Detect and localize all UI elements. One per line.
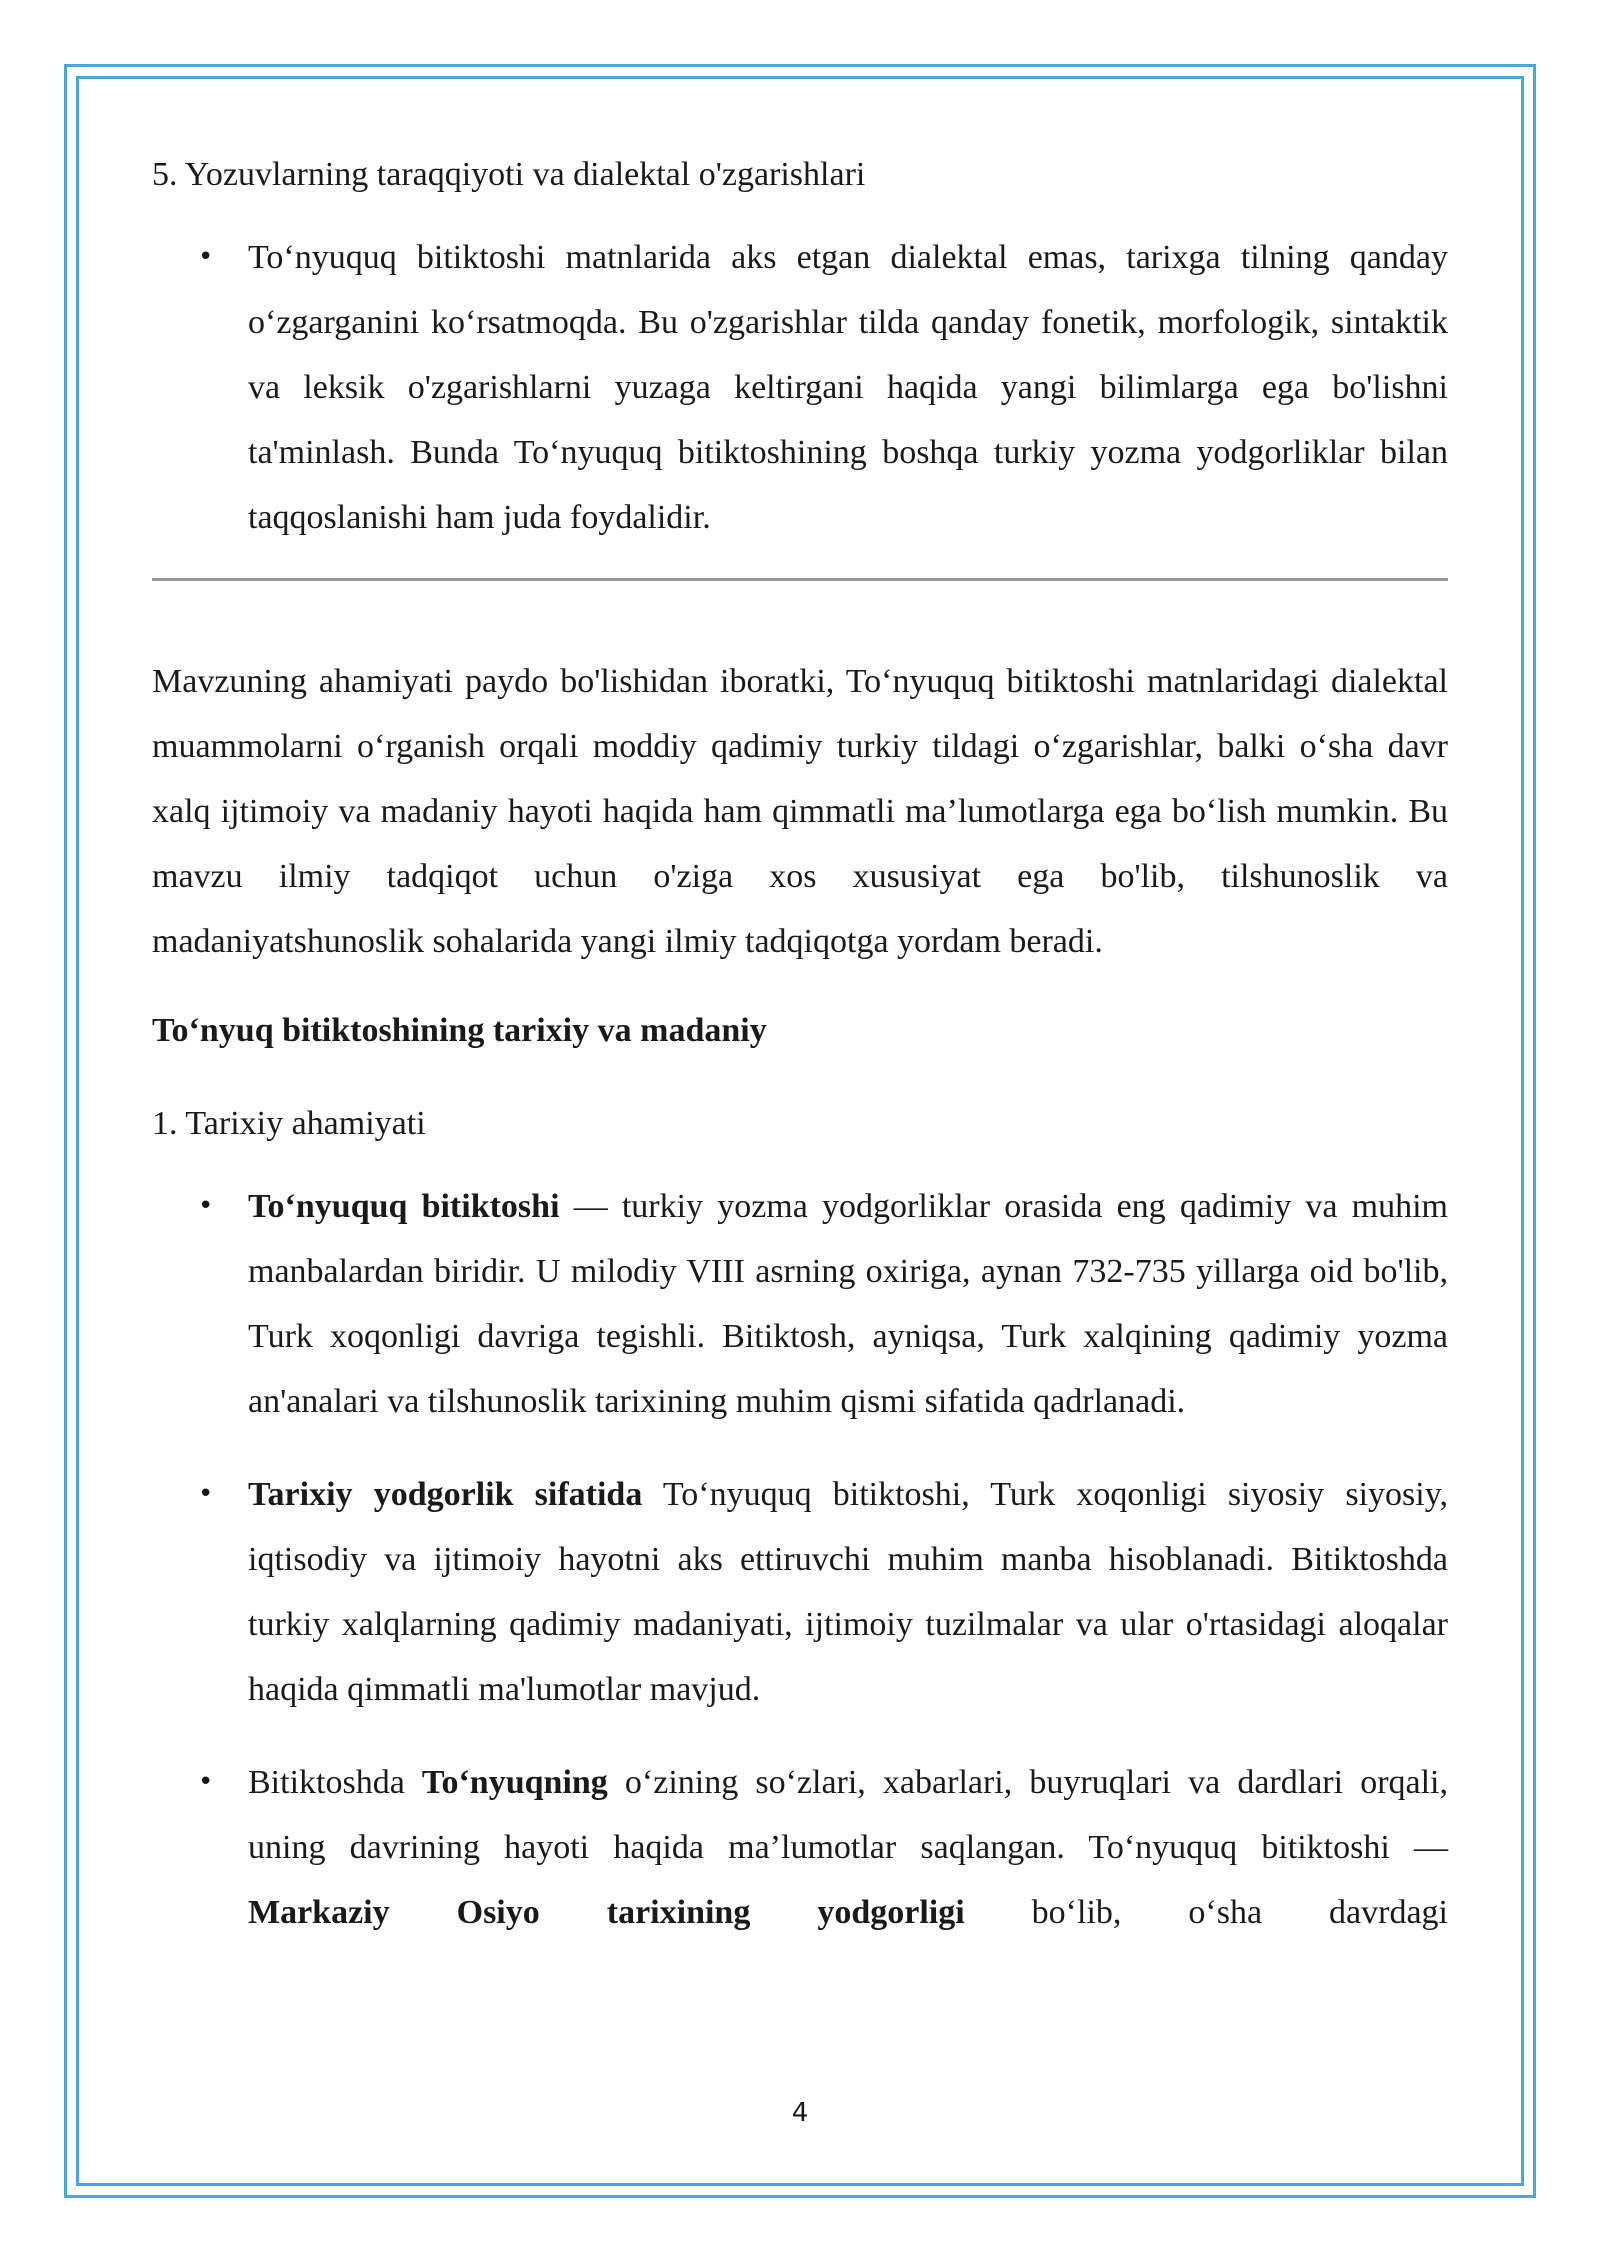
list-item-text: o‘zining so‘zlari, xabarlari, buyruqlari va dardlari orqali, uning davrining hayoti haqida ma’lumotlar saqlangan. To‘nyuquq bitiktoshi — <box>248 1764 1448 1866</box>
bold-term: Tarixiy yodgorlik sifatida <box>248 1476 643 1513</box>
list-item <box>248 1750 1448 1945</box>
list-item-text: bo‘lib, o‘sha davrdagi <box>964 1894 1448 1931</box>
list-item-text: — turkiy yozma yodgorliklar orasida eng qadimiy va muhim manbalardan biridir. U milodiy VIII asrning oxiriga, aynan 732-735 yillarga oid bo'lib, Turk xoqonligi davriga tegishli. Bitiktosh, ayniqsa, Turk xalqining qadimiy yozma an'analari va tilshunoslik tarixining muhim qismi sifatida qadrlanadi. <box>248 1188 1448 1420</box>
intro-paragraph: Mavzuning ahamiyati paydo bo'lishidan iboratki, To‘nyuquq bitiktoshi matnlaridagi dialektal muammolarni o‘rganish orqali moddiy qadimiy turkiy tildagi o‘zgarishlar, balki o‘sha davr xalq ijtimoiy va madaniy hayoti haqida ham qimmatli ma’lumotlarga ega bo‘lish mumkin. Bu mavzu ilmiy tadqiqot uchun o'ziga xos xususiyat ega bo'lib, tilshunoslik va madaniyatshunoslik sohalarida yangi ilmiy tadqiqotga yordam beradi. <box>152 663 1448 960</box>
section-5-bullet-list <box>152 225 1448 550</box>
list-item <box>248 1462 1448 1722</box>
sub-heading-historical: 1. Tarixiy ahamiyati <box>152 1105 426 1142</box>
bold-term: Markaziy Osiyo tarixining yodgorligi <box>248 1894 965 1931</box>
section-5-heading: 5. Yozuvlarning taraqqiyoti va dialektal o'zgarishlari <box>152 156 866 193</box>
horizontal-divider <box>152 578 1448 581</box>
list-item: • To‘nyuquq bitiktoshi matnlarida aks etgan dialektal emas, tarixga tilning qanday o‘zgarganini ko‘rsatmoqda. Bu o'zgarishlar tilda qanday fonetik, morfologik, sintaktik va leksik o'zgarishlarni yuzaga keltirgani haqida yangi bilimlarga ega bo'lishni ta'minlash. Bunda To‘nyuquq bitiktoshining boshqa turkiy yozma yodgorliklar bilan taqqoslanishi ham juda foydalidir. <box>248 225 1448 550</box>
document-body <box>152 142 1448 1945</box>
page-number: 4 <box>791 2098 809 2128</box>
list-item-text: Bitiktoshda <box>248 1764 422 1801</box>
list-item-text: To‘nyuquq bitiktoshi, Turk xoqonligi siyosiy siyosiy, iqtisodiy va ijtimoiy hayotni aks ettiruvchi muhim manba hisoblanadi. Bitiktoshda turkiy xalqlarning qadimiy madaniyati, ijtimoiy tuzilmalar va ular o'rtasidagi aloqalar haqida qimmatli ma'lumotlar mavjud. <box>248 1476 1448 1708</box>
list-item <box>248 1174 1448 1434</box>
section-title: To‘nyuq bitiktoshining tarixiy va madaniy <box>152 1012 767 1049</box>
bold-term: To‘nyuqning <box>421 1764 608 1801</box>
historical-bullet-list <box>152 1174 1448 1945</box>
bold-term: To‘nyuquq bitiktoshi <box>248 1188 560 1225</box>
